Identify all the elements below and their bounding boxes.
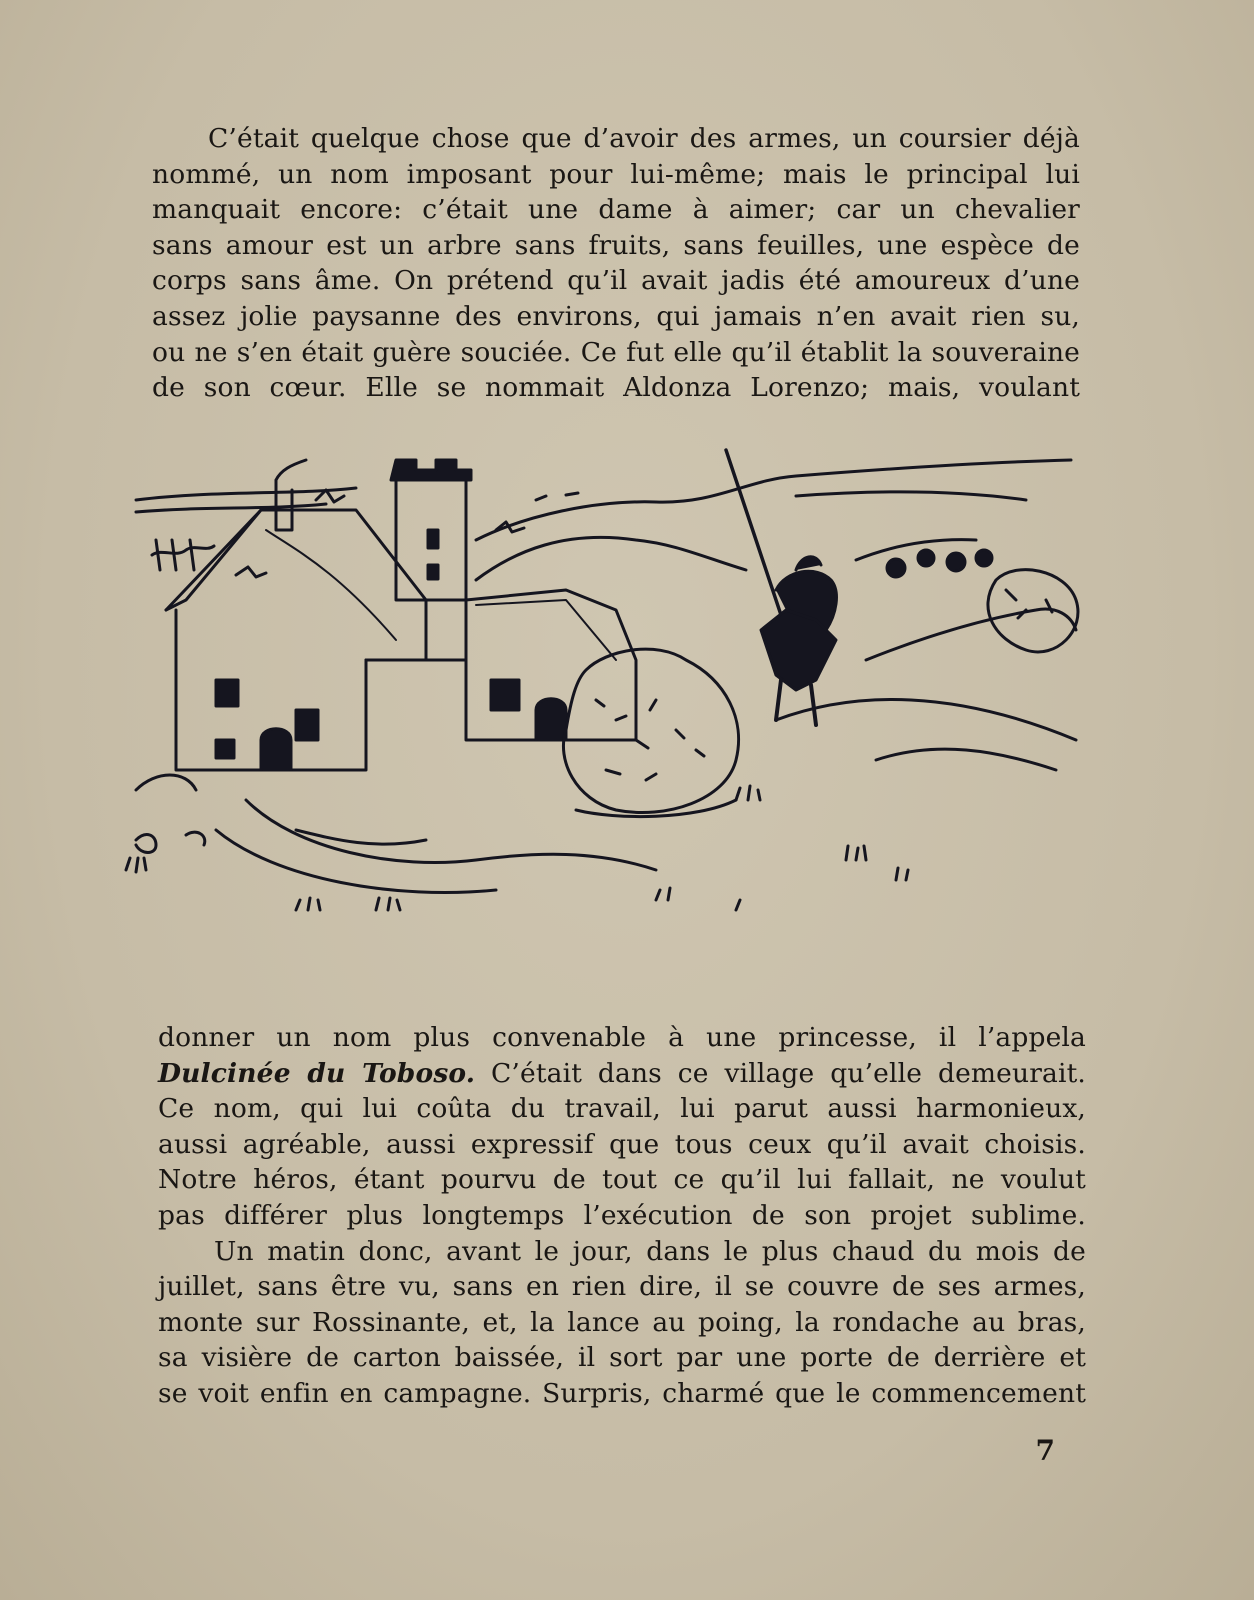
text-line: juillet, sans être vu, sans en rien dire, il se couvre de ses armes, — [158, 1271, 1086, 1303]
text-line: monte sur Rossinante, et, la lance au poing, la rondache au bras, — [158, 1306, 1086, 1338]
page-number: 7 — [1035, 1434, 1055, 1467]
bottom-paragraph — [158, 1020, 1086, 1412]
text-line: donner un nom plus convenable à une princesse, il l’appela — [158, 1022, 1086, 1053]
text-line: Ce nom, qui lui coûta du travail, lui parut aussi harmonieux, — [158, 1093, 1086, 1125]
italic-name: Dulcinée du Toboso. — [158, 1057, 476, 1089]
text-line: se voit enfin en campagne. Surpris, charmé que le commencement — [158, 1377, 1086, 1409]
text-line: ou ne s’en était guère souciée. Ce fut elle qu’il établit la souveraine — [152, 336, 1080, 368]
text-line: sans amour est un arbre sans fruits, sans feuilles, une espèce de — [152, 229, 1080, 261]
text-line: pas différer plus longtemps l’exécution de son projet sublime. — [158, 1199, 1086, 1231]
text-line: manquait encore: c’était une dame à aimer; car un chevalier — [152, 194, 1080, 226]
text-line: aussi agréable, aussi expressif que tous ceux qu’il avait choisis. — [158, 1128, 1086, 1160]
text-fragment: C’était dans ce village qu’elle demeurait. — [475, 1057, 1086, 1089]
text-line: de son cœur. Elle se nommait Aldonza Lorenzo; mais, voulant — [152, 372, 1080, 404]
text-line: Notre héros, étant pourvu de tout ce qu’il lui fallait, ne voulut — [158, 1164, 1086, 1196]
text-line: sa visière de carton baissée, il sort par une porte de derrière et — [158, 1342, 1086, 1374]
text-line: assez jolie paysanne des environs, qui jamais n’en avait rien su, — [152, 300, 1080, 332]
village-knight-illustration-icon — [96, 440, 1100, 960]
text-line-with-italic — [158, 1056, 1086, 1092]
text-line: nommé, un nom imposant pour lui-même; mais le principal lui — [152, 158, 1080, 190]
text-line: Un matin donc, avant le jour, dans le plus chaud du mois de — [214, 1235, 1086, 1267]
top-paragraph — [152, 121, 1080, 406]
text-line: corps sans âme. On prétend qu’il avait jadis été amoureux d’une — [152, 265, 1080, 297]
text-line: C’était quelque chose que d’avoir des armes, un coursier déjà — [208, 123, 1080, 154]
